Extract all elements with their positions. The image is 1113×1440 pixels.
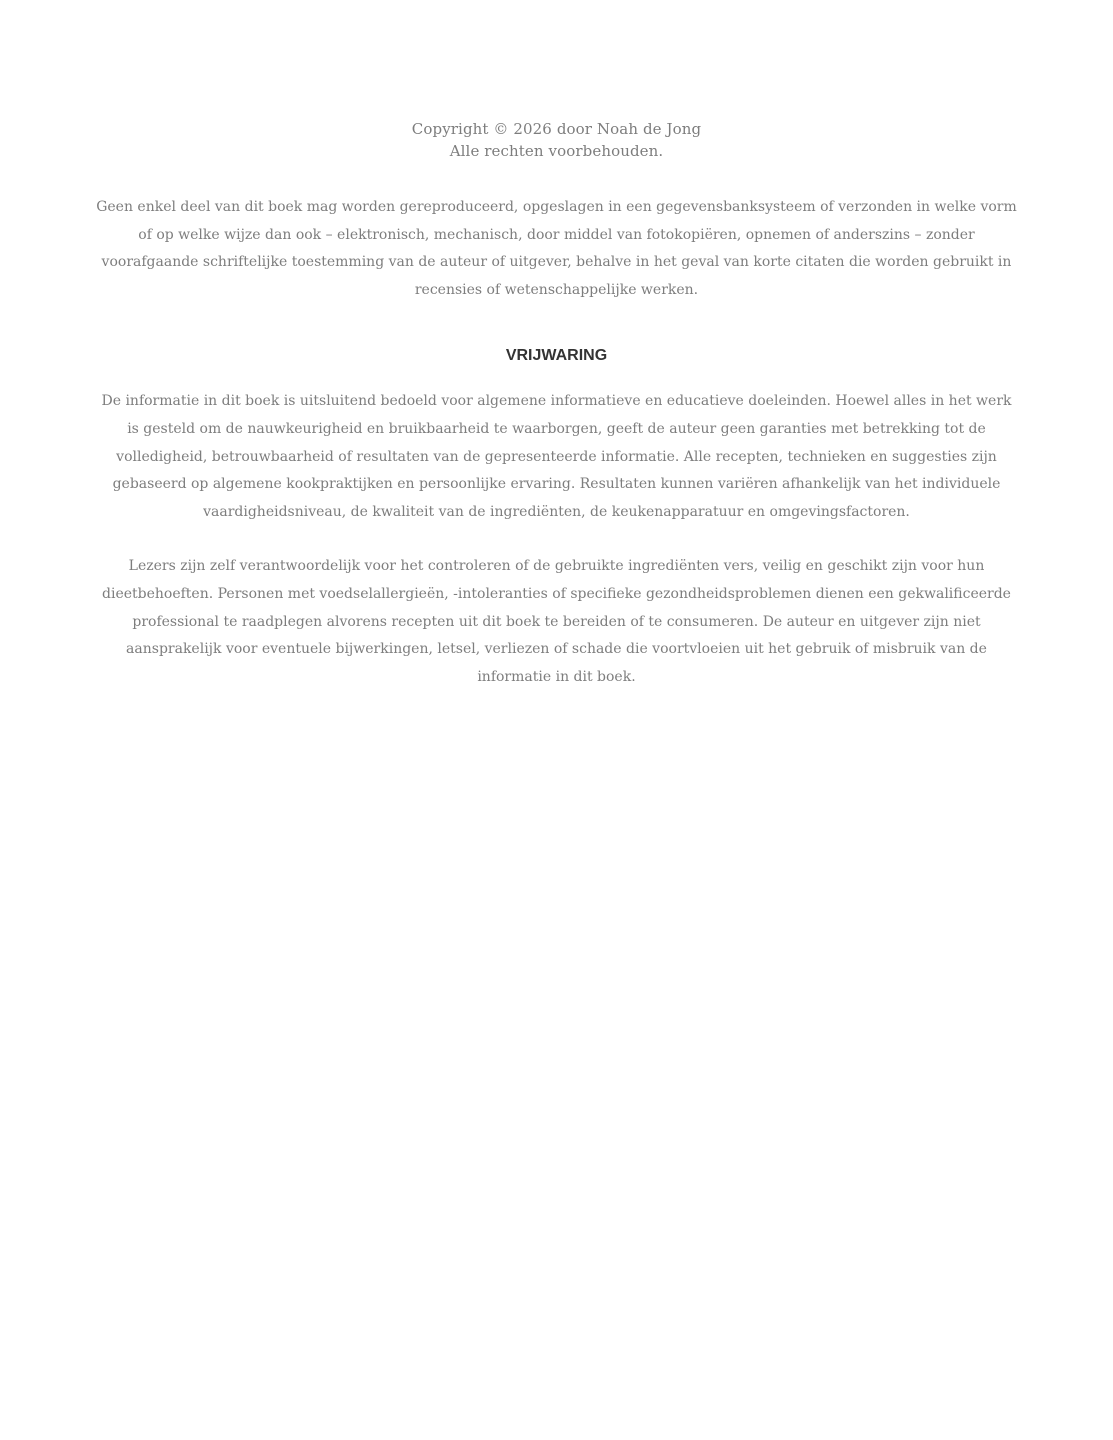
disclaimer-paragraph-1: De informatie in dit boek is uitsluitend bedoeld voor algemene informatieve en educatieve doeleinden. Hoewel alles in het werk is gesteld om de nauwkeurigheid en bruikbaarheid te waarborgen, geeft de auteur geen garanties met betrekking tot de volledigheid, betrouwbaarheid of resultaten van de gepresenteerde informatie. Alle recepten, technieken en suggesties zijn gebaseerd op algemene kookpraktijken en persoonlijke ervaring. Resultaten kunnen variëren afhankelijk van het individuele vaardigheidsniveau, de kwaliteit van de ingrediënten, de keukenapparatuur en omgevingsfactoren.: [101, 393, 1012, 520]
copyright-block: [96, 118, 1017, 162]
disclaimer-heading: VRIJWARING: [505, 347, 608, 365]
rights-reserved-line: Alle rechten voorbehouden.: [449, 142, 664, 160]
copyright-line: Copyright © 2026 door Noah de Jong: [411, 120, 702, 138]
rights-notice-paragraph: Geen enkel deel van dit boek mag worden gereproduceerd, opgeslagen in een gegevensbanksysteem of verzonden in welke vorm of op welke wijze dan ook – elektronisch, mechanisch, door middel van fotokopiëren, opnemen of anderszins – zonder voorafgaande schriftelijke toestemming van de auteur of uitgever, behalve in het geval van korte citaten die worden gebruikt in recensies of wetenschappelijke werken.: [96, 199, 1017, 298]
disclaimer-paragraph-2: Lezers zijn zelf verantwoordelijk voor het controleren of de gebruikte ingrediënten vers, veilig en geschikt zijn voor hun dieetbehoeften. Personen met voedselallergieën, -intoleranties of specifieke gezondheidsproblemen dienen een gekwalificeerde professional te raadplegen alvorens recepten uit dit boek te bereiden of te consumeren. De auteur en uitgever zijn niet aansprakelijk voor eventuele bijwerkingen, letsel, verliezen of schade die voortvloeien uit het gebruik of misbruik van de informatie in dit boek.: [102, 558, 1011, 685]
copyright-page-content: [96, 118, 1017, 691]
